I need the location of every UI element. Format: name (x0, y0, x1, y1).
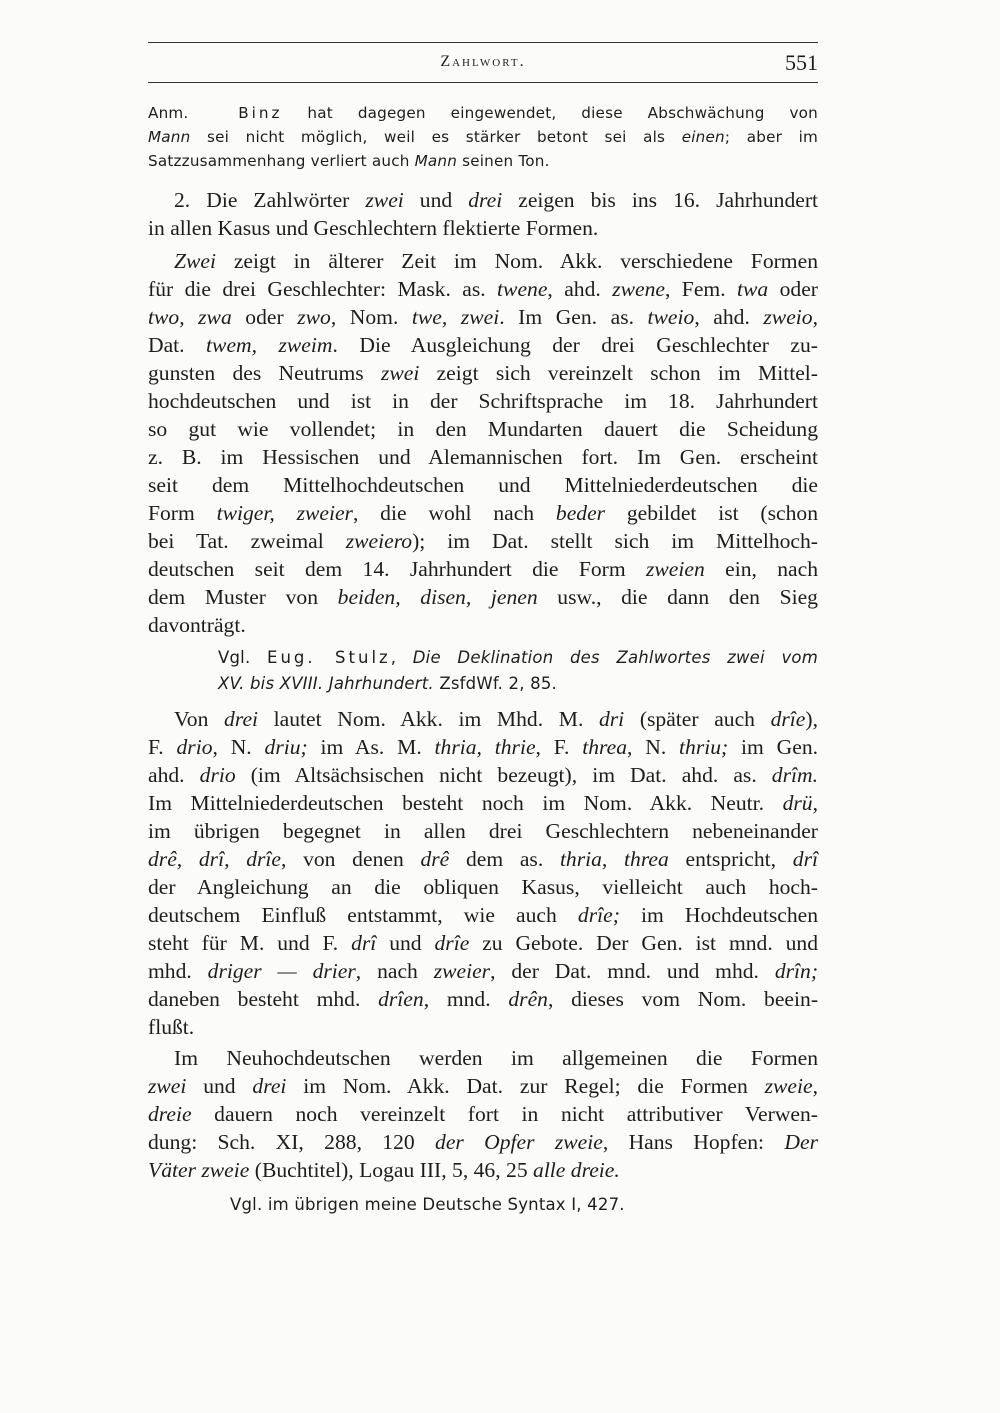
text-span: zeigt sich vereinzelt schon im Mittel- (419, 361, 818, 385)
text-span: , F. (535, 735, 583, 759)
text-italic: twene (497, 277, 548, 301)
text-italic: der Opfer zweie (435, 1130, 603, 1154)
text-italic: drei (252, 1074, 287, 1098)
note-text: sei nicht möglich, weil es stärker betont sei als (207, 128, 666, 146)
reference-note-2 (148, 1193, 818, 1217)
text-span: F. (148, 735, 177, 759)
text-span: ahd. (148, 763, 200, 787)
text-italic: twe, zwei (411, 305, 500, 329)
text-span: dung: Sch. XI, 288, 120 (148, 1130, 436, 1154)
text-italic: Väter zweie (148, 1158, 250, 1182)
text-span: , N. (212, 735, 265, 759)
text-span: (Buchtitel), Logau III, 5, 46, 25 (249, 1158, 534, 1182)
text-italic: beiden, disen, jenen (337, 585, 538, 609)
text-span: usw., die dann den Sieg (537, 585, 818, 609)
top-rule (148, 42, 818, 43)
text-italic: drü, (782, 791, 818, 815)
text-line: flußt. (148, 1015, 195, 1039)
note-italic: Mann (148, 128, 191, 146)
text-italic: drîen (378, 987, 424, 1011)
text-span: , von denen (280, 847, 421, 871)
note-text: Satzzusammenhang verliert auch (148, 152, 410, 170)
text-span: , Hans Hopfen: (602, 1130, 785, 1154)
text-span: und (376, 931, 435, 955)
note-anm (148, 101, 818, 173)
text-line: in allen Kasus und Geschlechtern flektierte Formen. (148, 216, 599, 240)
note-author: Binz (238, 104, 283, 122)
text-span: , dieses vom Nom. beein- (547, 987, 819, 1011)
text-italic: threa (582, 735, 628, 759)
text-italic: dreie (148, 1102, 192, 1126)
text-italic: thria, thrie (434, 735, 536, 759)
text-italic: zwei (380, 361, 420, 385)
text-line: Vgl. im übrigen meine Deutsche Syntax I, 427. (230, 1195, 625, 1214)
text-span: oder (768, 277, 818, 301)
reference-note-1 (148, 645, 818, 697)
text-span: ZsfdWf. 2, 85. (433, 674, 557, 693)
text-italic: drîm. (771, 763, 818, 787)
note-text: ; aber im (724, 128, 819, 146)
paragraph-5 (148, 1044, 818, 1184)
text-italic: drê (420, 847, 450, 871)
text-italic: drên (508, 987, 548, 1011)
text-italic: zwei (148, 1074, 187, 1098)
text-span: Form (148, 501, 217, 525)
text-italic: drei (468, 188, 503, 212)
text-line: im übrigen begegnet in allen drei Geschlechtern nebeneinander (148, 819, 818, 843)
text-italic: Der (784, 1130, 818, 1154)
note-italic: einen (681, 128, 725, 146)
text-line: seit dem Mittelhochdeutschen und Mittelniederdeutschen die (148, 473, 818, 497)
running-head (148, 50, 818, 76)
reference-author: Eug. Stulz (267, 648, 391, 667)
text-span: mhd. (148, 959, 208, 983)
text-span: . Die Ausgleichung der drei Geschlechter zu- (332, 333, 818, 357)
text-span: dauern noch vereinzelt fort in nicht attributiver Verwen- (191, 1102, 818, 1126)
page-number: 551 (785, 50, 818, 75)
text-span: (im Altsächsischen nicht bezeugt), im Dat. ahd. as. (235, 763, 772, 787)
text-span: im As. M. (307, 735, 435, 759)
text-italic: two, zwa (148, 305, 232, 329)
text-span: zu Gebote. Der Gen. ist mnd. und (469, 931, 819, 955)
note-label: Anm. (148, 104, 189, 122)
text-line: der Angleichung an die obliquen Kasus, vielleicht auch hoch- (148, 875, 818, 899)
note-italic: Mann (414, 152, 458, 170)
text-span: , nach (355, 959, 434, 983)
text-italic: zweie, (764, 1074, 818, 1098)
text-span: deutschen seit dem 14. Jahrhundert die Form (148, 557, 646, 581)
reference-title: XV. bis XVIII. Jahrhundert. (218, 674, 434, 693)
text-italic: beder (555, 501, 606, 525)
text-span: oder (231, 305, 298, 329)
text-span: , (390, 648, 413, 667)
text-italic: twa (737, 277, 769, 301)
text-span: und (403, 188, 469, 212)
text-span: , N. (627, 735, 680, 759)
text-span: 2. Die Zahlwörter (174, 188, 366, 212)
text-span: und (186, 1074, 253, 1098)
text-span: , mnd. (423, 987, 509, 1011)
head-rule (148, 82, 818, 83)
text-span: Dat. (148, 333, 207, 357)
text-italic: zweier (433, 959, 491, 983)
text-italic: drê, drî, drîe (148, 847, 281, 871)
text-italic: drîe (770, 707, 806, 731)
text-line: hochdeutschen und ist in der Schriftsprache im 18. Jahrhundert (148, 389, 818, 413)
text-italic: drei (224, 707, 259, 731)
text-italic: twiger, zweier (216, 501, 353, 525)
text-italic: zwei (365, 188, 404, 212)
text-span: , die wohl nach (352, 501, 556, 525)
text-span: (später auch (624, 707, 771, 731)
text-span: , ahd. (694, 305, 764, 329)
text-italic: zweio, (763, 305, 818, 329)
text-span: dem as. (449, 847, 560, 871)
text-line: davonträgt. (148, 613, 246, 637)
text-span: Vgl. (218, 648, 268, 667)
text-span: daneben besteht mhd. (148, 987, 379, 1011)
text-span: ein, nach (704, 557, 819, 581)
text-span: Von (174, 707, 225, 731)
text-span: , Fem. (665, 277, 738, 301)
text-italic: zwene (612, 277, 665, 301)
text-span: Im Mittelniederdeutschen besteht noch im Nom. Akk. Neutr. (148, 791, 783, 815)
text-span: zeigt in älterer Zeit im Nom. Akk. verschiedene Formen (216, 249, 818, 273)
note-text: hat dagegen eingewendet, diese Abschwächung von (282, 104, 818, 122)
text-italic: thria, threa (559, 847, 669, 871)
text-line: so gut wie vollendet; in den Mundarten dauert die Scheidung (148, 417, 818, 441)
text-italic: driu; (264, 735, 308, 759)
paragraph-4 (148, 705, 818, 1041)
text-italic: drî (792, 847, 818, 871)
text-span: gebildet ist (schon (605, 501, 818, 525)
text-span: , der Dat. mnd. und mhd. (490, 959, 775, 983)
running-head-title: Zahlwort. (440, 53, 526, 70)
text-italic: drîe (434, 931, 470, 955)
text-line: z. B. im Hessischen und Alemannischen fort. Im Gen. erscheint (148, 445, 818, 469)
text-italic: Zwei (174, 249, 216, 273)
text-span: bei Tat. zweimal (148, 529, 346, 553)
text-span: , Nom. (330, 305, 412, 329)
text-line: Im Neuhochdeutschen werden im allgemeinen die Formen (174, 1046, 818, 1070)
text-italic: twem, zweim (206, 333, 333, 357)
text-italic: drio (176, 735, 213, 759)
text-italic: zweien (646, 557, 705, 581)
text-italic: alle dreie. (533, 1158, 620, 1182)
text-italic: drio (199, 763, 236, 787)
note-text: seinen Ton. (462, 152, 550, 170)
text-span: . Im Gen. as. (499, 305, 648, 329)
text-italic: drîe; (577, 903, 620, 927)
text-span: steht für M. und F. (148, 931, 352, 955)
text-italic: dri (598, 707, 625, 731)
text-span: ); im Dat. stellt sich im Mittelhoch- (412, 529, 818, 553)
text-italic: thriu; (679, 735, 729, 759)
text-span: im Hochdeutschen (619, 903, 818, 927)
text-span: im Nom. Akk. Dat. zur Regel; die Formen (286, 1074, 765, 1098)
text-italic: zwo (297, 305, 331, 329)
text-italic: zweiero (345, 529, 413, 553)
text-span: lautet Nom. Akk. im Mhd. M. (258, 707, 599, 731)
text-italic: driger — drier (207, 959, 356, 983)
paragraph-2 (148, 186, 818, 242)
text-italic: tweio (647, 305, 695, 329)
text-span: , ahd. (547, 277, 613, 301)
text-span: ), (805, 707, 818, 731)
text-span: entspricht, (668, 847, 793, 871)
text-span: für die drei Geschlechter: Mask. as. (148, 277, 498, 301)
paragraph-3 (148, 247, 818, 639)
text-span: gunsten des Neutrums (148, 361, 381, 385)
text-span: im Gen. (728, 735, 819, 759)
text-span: deutschem Einfluß entstammt, wie auch (148, 903, 578, 927)
text-span: dem Muster von (148, 585, 338, 609)
reference-title: Die Deklination des Zahlwortes zwei vom (412, 648, 818, 667)
text-italic: drî (351, 931, 377, 955)
text-italic: drîn; (774, 959, 819, 983)
text-span: zeigen bis ins 16. Jahrhundert (502, 188, 819, 212)
